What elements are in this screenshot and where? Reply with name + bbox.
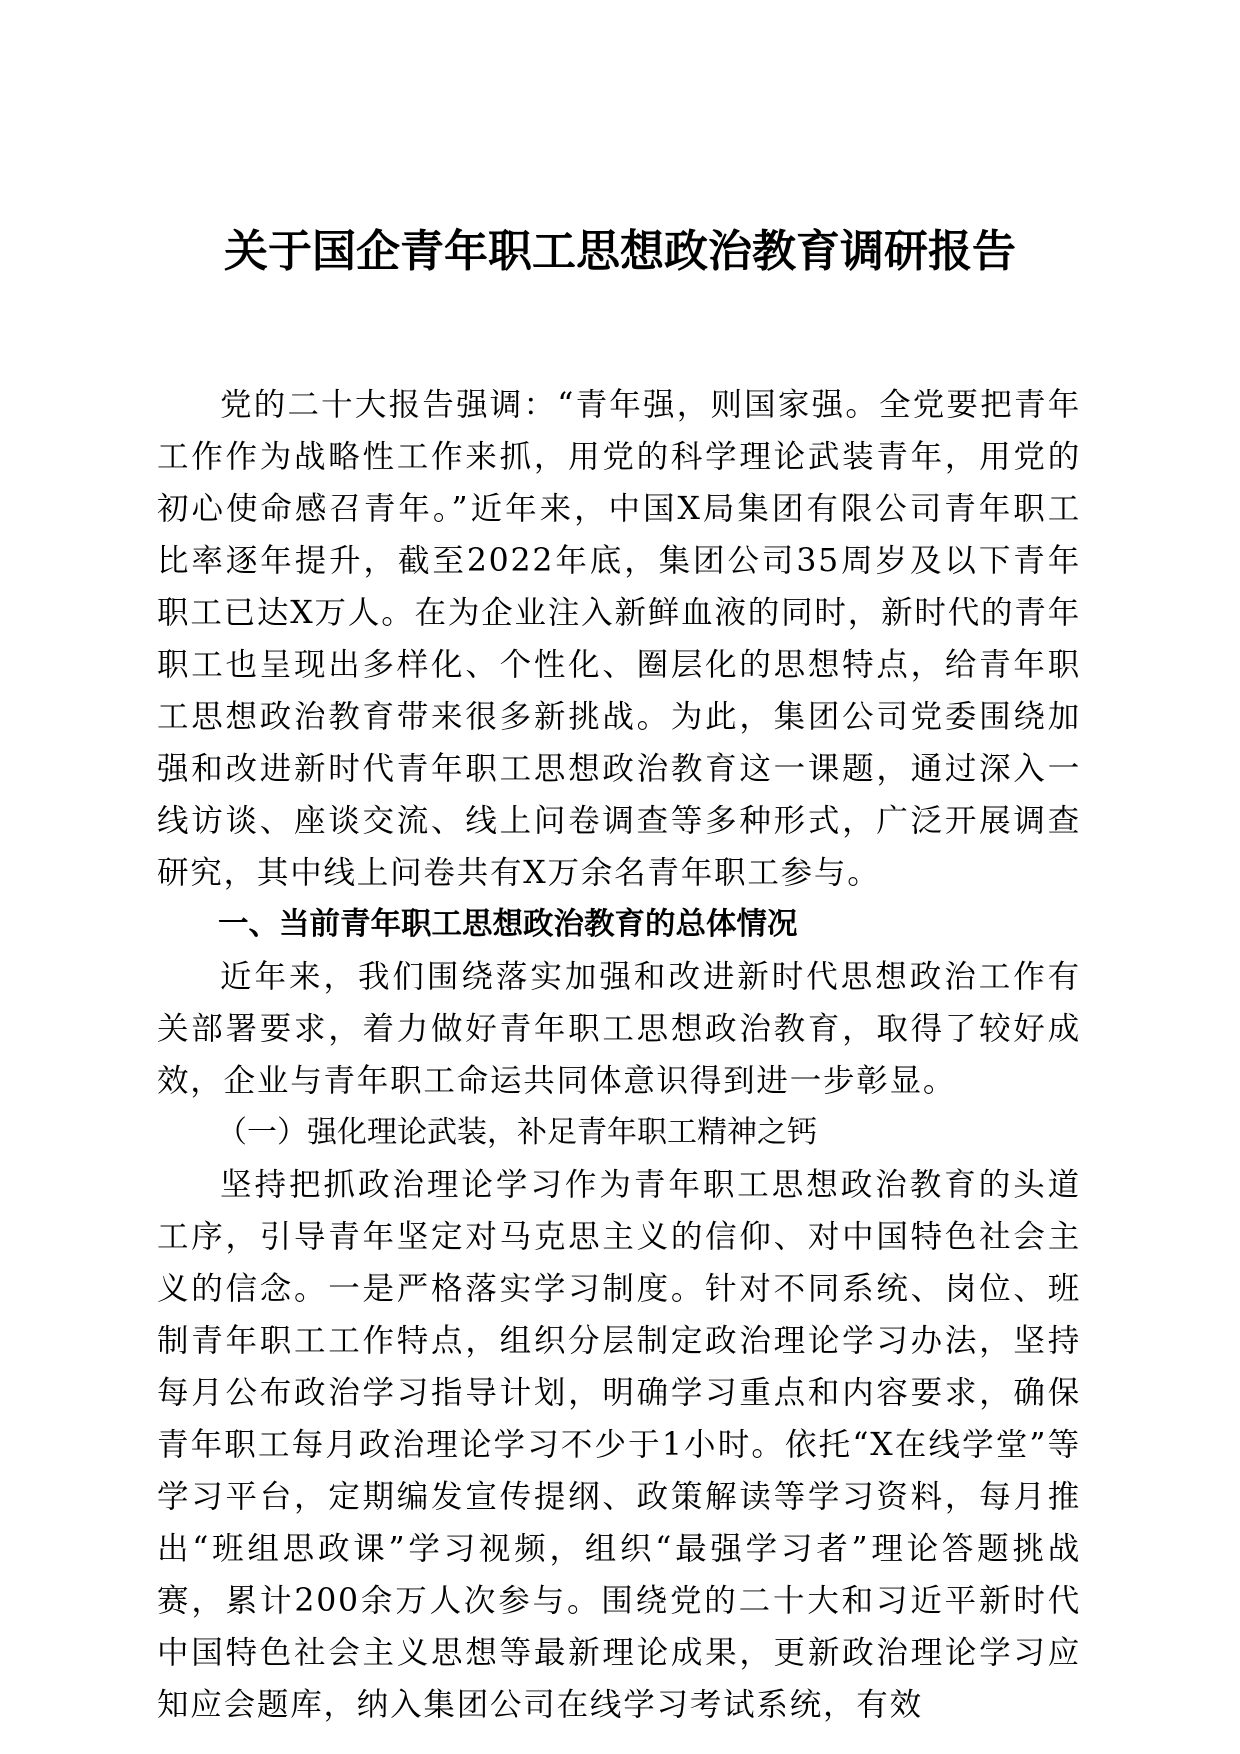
document-title: 关于国企青年职工思想政治教育调研报告: [224, 226, 1016, 277]
section-1-paragraph: 近年来，我们围绕落实加强和改进新时代思想政治工作有关部署要求，着力做好青年职工思想政治教育，取得了较好成效，企业与青年职工命运共同体意识得到进一步彰显。: [157, 959, 1081, 1099]
intro-paragraph: 党的二十大报告强调：“青年强，则国家强。全党要把青年工作作为战略性工作来抓，用党的科学理论武装青年，用党的初心使命感召青年。”近年来，中国X局集团有限公司青年职工比率逐年提升，截至2022年底，集团公司35周岁及以下青年职工已达X万人。在为企业注入新鲜血液的同时，新时代的青年职工也呈现出多样化、个性化、圈层化的思想特点，给青年职工思想政治教育带来很多新挑战。为此，集团公司党委围绕加强和改进新时代青年职工思想政治教育这一课题，通过深入一线访谈、座谈交流、线上问卷调查等多种形式，广泛开展调查研究，其中线上问卷共有X万余名青年职工参与。: [157, 387, 1081, 891]
section-heading-1: 一、当前青年职工思想政治教育的总体情况: [218, 907, 798, 942]
document-body: [157, 379, 1081, 1731]
subsection-1-paragraph: 坚持把抓政治理论学习作为青年职工思想政治教育的头道工序，引导青年坚定对马克思主义的信仰、对中国特色社会主义的信念。一是严格落实学习制度。针对不同系统、岗位、班制青年职工工作特点，组织分层制定政治理论学习办法，坚持每月公布政治学习指导计划，明确学习重点和内容要求，确保青年职工每月政治理论学习不少于1小时。依托“X在线学堂”等学习平台，定期编发宣传提纲、政策解读等学习资料，每月推出“班组思政课”学习视频，组织“最强学习者”理论答题挑战赛，累计200余万人次参与。围绕党的二十大和习近平新时代中国特色社会主义思想等最新理论成果，更新政治理论学习应知应会题库，纳入集团公司在线学习考试系统，有效: [157, 1167, 1081, 1723]
subsection-heading-1: （一）强化理论武装，补足青年职工精神之钙: [217, 1115, 817, 1150]
